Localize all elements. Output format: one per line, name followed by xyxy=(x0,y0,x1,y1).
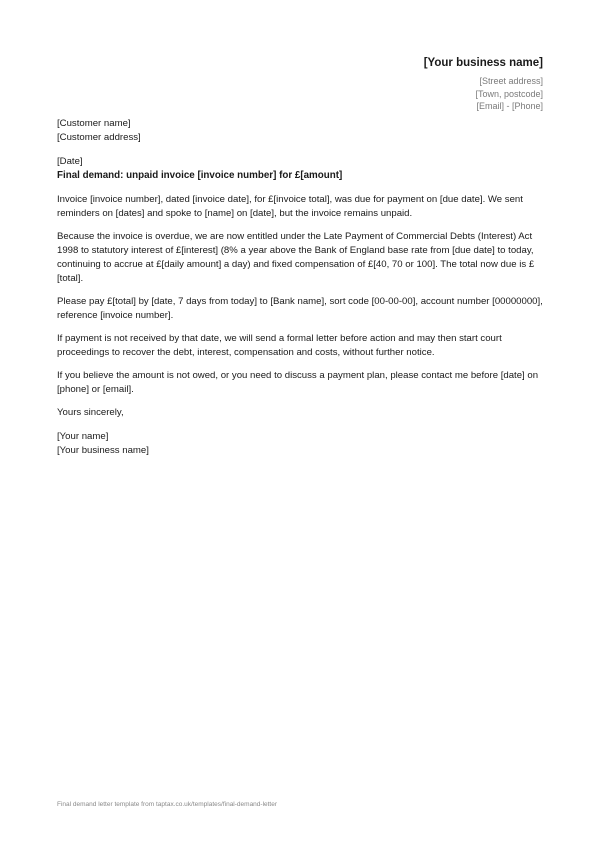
signature-block xyxy=(57,430,545,458)
letter-date: [Date] xyxy=(57,156,83,167)
body-paragraph-2: Because the invoice is overdue, we are now entitled under the Late Payment of Commercial Debts (Interest) Act 1998 to statutory interest of £[interest] (8% a year above the Bank of England base rate from [due date] to today, continuing to accrue at £[daily amount] a day) and fixed compensation of £[40, 70 or 100]. The total now due is £[total]. xyxy=(57,231,535,284)
page-footer: Final demand letter template from taptax.co.uk/templates/final-demand-letter xyxy=(57,801,278,808)
recipient-block xyxy=(57,117,545,145)
body-paragraph-4: If payment is not received by that date, we will send a formal letter before action and may then start court proceedings to recover the debt, interest, compensation and costs, without further notice. xyxy=(57,333,502,358)
sender-street-address: [Street address] xyxy=(479,76,543,86)
body-paragraph-5: If you believe the amount is not owed, or you need to discuss a payment plan, please contact me before [date] on [phone] or [email]. xyxy=(57,370,539,395)
letter-subject: Final demand: unpaid invoice [invoice number] for £[amount] xyxy=(57,170,343,181)
recipient-name: [Customer name] xyxy=(57,118,131,129)
signature-name: [Your name] xyxy=(57,431,109,442)
sender-email-phone: [Email] - [Phone] xyxy=(476,101,543,111)
letter-content xyxy=(57,117,545,458)
body-paragraph-3: Please pay £[total] by [date, 7 days from today] to [Bank name], sort code [00-00-00], account number [00000000], reference [invoice number]. xyxy=(57,296,543,321)
signature-business-name: [Your business name] xyxy=(57,445,149,456)
recipient-address: [Customer address] xyxy=(57,132,141,143)
sender-block xyxy=(424,57,543,113)
body-paragraph-1: Invoice [invoice number], dated [invoice date], for £[invoice total], was due for payment on [due date]. We sent reminders on [dates] and spoke to [name] on [date], but the invoice remains unpaid. xyxy=(57,194,523,219)
sender-business-name: [Your business name] xyxy=(423,57,543,69)
sender-town-postcode: [Town, postcode] xyxy=(475,88,543,99)
letter-closing: Yours sincerely, xyxy=(57,407,124,418)
